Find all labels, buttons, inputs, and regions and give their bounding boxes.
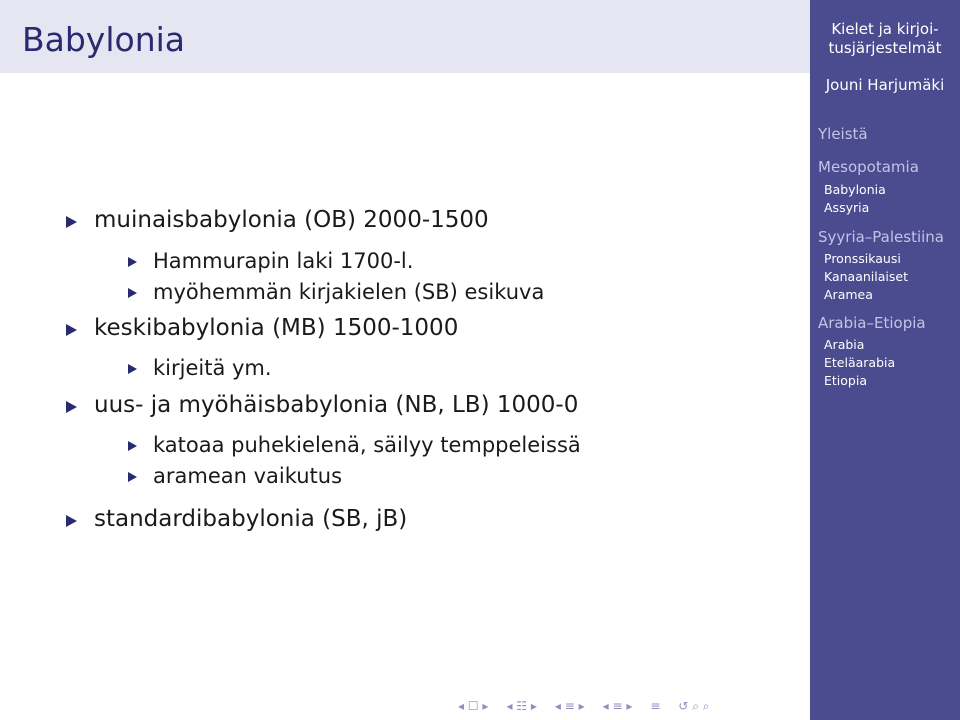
sidebar-title[interactable]: tusjärjestelmät <box>828 39 942 57</box>
sub-bullet-triangle-icon <box>128 364 137 374</box>
bullet-triangle-icon <box>66 515 77 527</box>
bullet-triangle-icon <box>66 401 77 413</box>
list-item: standardibabylonia (SB, jB) <box>94 506 408 532</box>
sub-list-item: Hammurapin laki 1700-l. <box>153 249 414 273</box>
sub-list-item: katoaa puhekielenä, säilyy temppeleissä <box>153 433 581 457</box>
sidebar-subitem-etiopia[interactable]: Etiopia <box>824 373 867 388</box>
navigation-bar <box>456 697 712 715</box>
nav-frame-icon[interactable]: ◂ ☷ ▸ <box>506 699 537 713</box>
list-item: uus- ja myöhäisbabylonia (NB, LB) 1000-0 <box>94 392 579 418</box>
frame-title-bar <box>0 0 810 73</box>
sidebar-subitem-babylonia[interactable]: Babylonia <box>824 182 886 197</box>
frame-title: Babylonia <box>22 20 186 59</box>
nav-search-icon[interactable]: ↺ ⌕ ⌕ <box>678 698 710 713</box>
sub-list-item: kirjeitä ym. <box>153 356 272 380</box>
sidebar-title[interactable]: Kielet ja kirjoi- <box>831 20 939 38</box>
nav-next-icon[interactable]: ◂ ≡ ▸ <box>554 699 585 713</box>
sidebar-subitem-arabia[interactable]: Arabia <box>824 337 865 352</box>
sidebar-author[interactable]: Jouni Harjumäki <box>825 76 945 94</box>
sidebar-subitem-assyria[interactable]: Assyria <box>824 200 870 215</box>
sidebar-subitem-aramea[interactable]: Aramea <box>824 287 873 302</box>
sub-bullet-triangle-icon <box>128 257 137 267</box>
sidebar-item-syyria-palestiina[interactable]: Syyria–Palestiina <box>818 228 944 246</box>
sub-bullet-triangle-icon <box>128 288 137 298</box>
list-item: keskibabylonia (MB) 1500-1000 <box>94 315 459 341</box>
sidebar <box>810 0 960 720</box>
sidebar-item-yleista[interactable]: Yleistä <box>818 125 868 143</box>
list-item: muinaisbabylonia (OB) 2000-1500 <box>94 207 489 233</box>
bullet-triangle-icon <box>66 324 77 336</box>
bullet-triangle-icon <box>66 216 77 228</box>
nav-first-icon[interactable]: ◂ ☐ ▸ <box>458 699 489 713</box>
sub-list-item: aramean vaikutus <box>153 464 343 488</box>
sidebar-subitem-etelaarabia[interactable]: Eteläarabia <box>824 355 896 370</box>
sidebar-item-arabia-etiopia[interactable]: Arabia–Etiopia <box>818 314 926 332</box>
sidebar-subitem-kanaanilaiset[interactable]: Kanaanilaiset <box>824 269 908 284</box>
sub-bullet-triangle-icon <box>128 441 137 451</box>
sidebar-subitem-pronssikausi[interactable]: Pronssikausi <box>824 251 901 266</box>
sub-list-item: myöhemmän kirjakielen (SB) esikuva <box>153 280 545 304</box>
sidebar-item-mesopotamia[interactable]: Mesopotamia <box>818 158 919 176</box>
nav-subsection-icon[interactable]: ◂ ≡ ▸ <box>602 699 633 713</box>
nav-section-icon[interactable]: ≡ <box>650 699 661 713</box>
sub-bullet-triangle-icon <box>128 472 137 482</box>
